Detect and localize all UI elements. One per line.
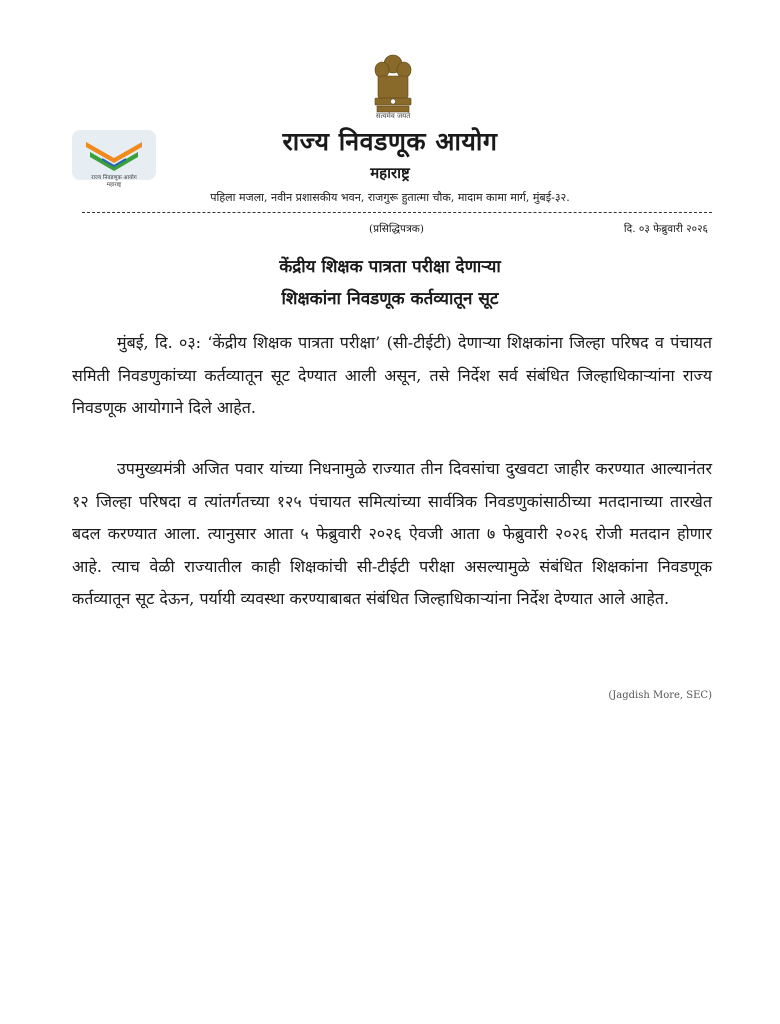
release-date: दि. ०३ फेब्रुवारी २०२६ [623,223,708,235]
header-divider [82,212,712,213]
page-title: राज्य निवडणूक आयोग [282,127,498,156]
page-subtitle: महाराष्ट्र [370,164,410,182]
body-paragraph-1-block [72,327,712,425]
press-release-label: (प्रसिद्धिपत्रक) [369,223,424,235]
national-emblem-icon [368,52,418,120]
body-paragraph-1: मुंबई, दि. ०३: ‘केंद्रीय शिक्षक पात्रता परीक्षा’ (सी-टीईटी) देणाऱ्या शिक्षकांना जिल्हा परिषद व पंचायत समिती निवडणुकांच्या कर्तव्यातून सूट देण्यात आली असून, तसे निर्देश सर्व संबंधित जिल्हाधिकाऱ्यांना राज्य निवडणूक आयोगाने दिले आहेत. [72,333,712,417]
headline-line1: केंद्रीय शिक्षक पात्रता परीक्षा देणाऱ्या [279,257,501,277]
headline-line2: शिक्षकांना निवडणूक कर्तव्यातून सूट [281,289,499,309]
emblem-motto: सत्यमेव जयते [375,112,411,120]
logo-caption-line1: राज्य निवडणूक आयोग [91,175,137,181]
body-paragraph-2-block [72,453,712,616]
logo-caption-line2: महाराष्ट्र [106,182,122,188]
body-paragraph-2: उपमुख्यमंत्री अजित पवार यांच्या निधनामुळे राज्यात तीन दिवसांचा दुखवटा जाहीर करण्यात आल्यानंतर १२ जिल्हा परिषदा व त्यांतर्गतच्या १२५ पंचायत समित्यांच्या सार्वत्रिक निवडणुकांसाठीच्या मतदानाच्या तारखेत बदल करण्यात आला. त्यानुसार आता ५ फेब्रुवारी २०२६ ऐवजी आता ७ फेब्रुवारी २०२६ रोजी मतदान होणार आहे. त्याच वेळी राज्यातील काही शिक्षकांची सी-टीईटी परीक्षा असल्यामुळे संबंधित शिक्षकांना निवडणूक कर्तव्यातून सूट देऊन, पर्यायी व्यवस्था करण्याबाबत संबंधित जिल्हाधिकाऱ्यांना निर्देश देण्यात आले आहेत. [72,459,712,608]
office-address: पहिला मजला, नवीन प्रशासकीय भवन, राजगुरू हुतात्मा चौक, मादाम कामा मार्ग, मुंबई-३२. [210,191,570,204]
signature: (Jagdish More, SEC) [608,690,712,701]
